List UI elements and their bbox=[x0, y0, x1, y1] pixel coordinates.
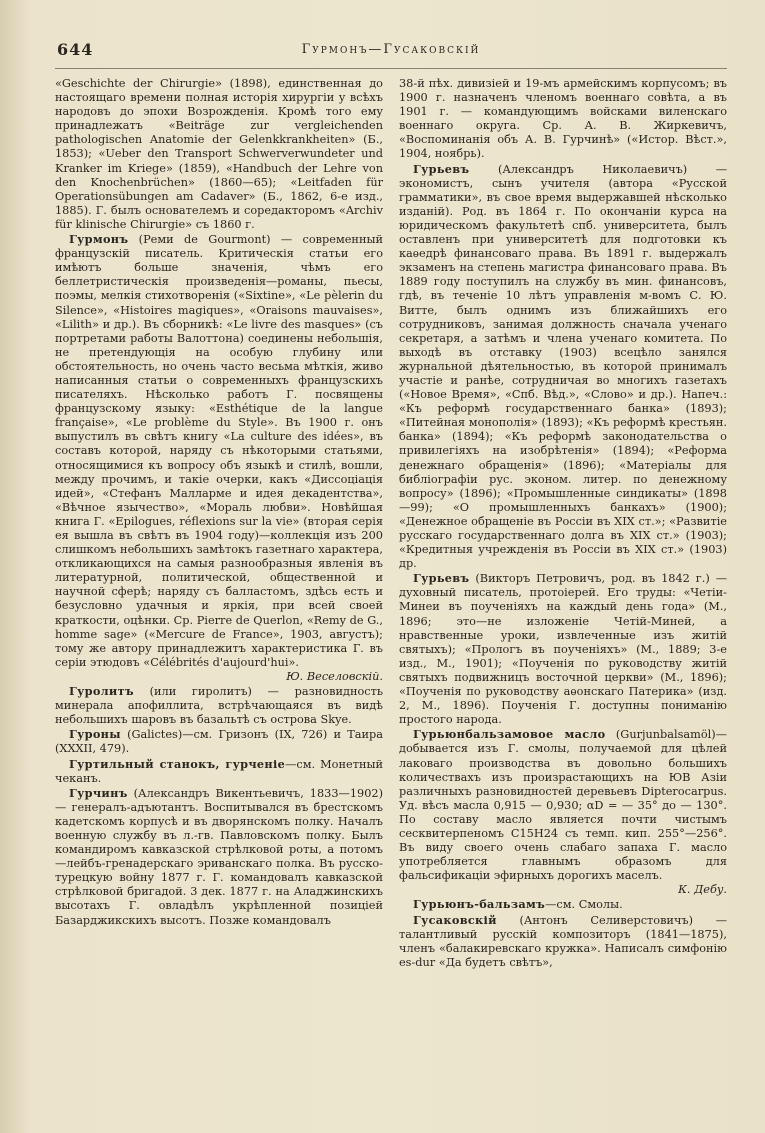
headword: Гурьевъ bbox=[413, 571, 470, 586]
headword: Гусаковскій bbox=[413, 912, 497, 927]
headword: Гуроны bbox=[69, 727, 121, 742]
headword: Гурмонъ bbox=[69, 232, 129, 247]
headword: Гурьюнъ-бальзамъ bbox=[413, 897, 546, 912]
left-column bbox=[55, 77, 383, 970]
entry-gurjun-balsam bbox=[399, 897, 727, 912]
entry-text: (Galictes)—см. Гризонъ (IX, 726) и Таира (XXXII, 479). bbox=[55, 728, 383, 756]
headword: Гурчинъ bbox=[69, 785, 128, 800]
continued-paragraph: 38-й пѣх. дивизіей и 19-мъ армейскимъ корпусомъ; въ 1900 г. назначенъ членомъ военнаго совѣта, а въ 1901 г. — командующимъ войсками виленскаго военнаго округа. Ср. А. В. Жиркевичъ, «Воспоминанія объ А. В. Гурчинѣ» («Истор. Вѣст.», 1904, ноябрь). bbox=[399, 77, 727, 161]
running-title: Гурмонъ—Гусаковскій bbox=[301, 42, 481, 57]
entry-text: (Реми de Gourmont) — современный французскій писатель. Критическія статьи его имѣютъ больше значенія, чѣмъ его беллетристическія произведенія—романы, пьесы, поэмы, мелкія стихотворенія («Sixtine», «Le pèlerin du Silence», «Histoires magiques», «Oraisons mauvaises», «Lilith» и др.). Въ сборникѣ: «Le livre des masques» (съ портретами работы Валоттона) соединены небольшія, не претендующія на особую глубину или обстоятельность, но очень часто весьма мѣткія, живо написанныя статьи о современныхъ французскихъ писателяхъ. Нѣсколько работъ Г. посвящены французскому языку: «Esthétique de la langue française», «Le problème du Style». Въ 1900 г. онъ выпустилъ въ свѣтъ книгу «La culture des idées», въ составъ которой, наряду съ нѣкоторыми статьями, относящимися къ вопросу объ языкѣ и стилѣ, вошли, между прочимъ, и такіе очерки, какъ «Диссоціація идей», «Стефанъ Малларме и идея декадентства», «Вѣчное язычество», «Мораль любви». Новѣйшая книга Г. «Epilogues, réflexions sur la vie» (вторая серія ея вышла въ свѣтъ въ 1904 году)—коллекція изъ 200 слишкомъ небольшихъ замѣтокъ газетнаго характера, откликающихся на самыя разнообразныя явленія въ литературной, политической, общественной и научной сферѣ; наряду съ балластомъ, здѣсь есть и безусловно удачныя и яркія, при всей своей краткости, оцѣнки. Ср. Pierre de Querlon, «Remy de G., homme sage» («Mercure de France», 1903, августъ); тому же автору принадлежитъ характеристика Г. въ серіи этюдовъ «Célébrités d'aujourd'hui». bbox=[55, 233, 383, 669]
entry-gyrolite bbox=[55, 684, 383, 727]
page-number: 644 bbox=[57, 40, 94, 59]
entry-text: —см. Монетный чеканъ. bbox=[55, 757, 383, 785]
entry-gurev-alexander bbox=[399, 162, 727, 572]
entry-text: (Gurjunbalsamöl)—добывается изъ Г. смолы, получаемой для цѣлей лаковаго производства въ довольно большихъ количествахъ изъ произрастающихъ на ЮВ Азіи различныхъ разновидностей деревьевъ Dipterocarpus. Уд. вѣсъ масла 0,915 — 0,930; αD = — 35° до — 130°. По составу масло является почти чистымъ сесквитерпеномъ C15H24 съ темп. кип. 255°—256°. Въ виду своего очень слабаго запаха Г. масло употребляется главнымъ образомъ для фальсификаціи эфирныхъ дорогихъ маселъ. bbox=[399, 728, 727, 883]
entry-gurev-viktor bbox=[399, 571, 727, 727]
author-signature: Ю. Веселовскій. bbox=[286, 669, 383, 683]
text-columns bbox=[55, 77, 727, 970]
entry-text: (Викторъ Петровичъ, род. въ 1842 г.) — духовный писатель, протоіерей. Его труды: «Четіи-Минеи въ поученіяхъ на каждый день года» (М., 1896; это—не изложеніе Четій-Миней, а нравственные уроки, извлеченные изъ житій святыхъ); «Прологъ въ поученіяхъ» (М., 1889; 3-е изд., М., 1901); «Поученія по руководству житій святыхъ подвижницъ восточной церкви» (М., 1896); «Поученія по руководству аѳонскаго Патерика» (изд. 2, М., 1896). Поученія Г. доступны пониманію простого народа. bbox=[399, 572, 727, 727]
headword: Гуртильный станокъ, гурченіе bbox=[69, 756, 286, 771]
page-header bbox=[55, 40, 727, 69]
entry-gusakovsky bbox=[399, 913, 727, 970]
entry-gurtilny bbox=[55, 757, 383, 786]
entry-gurony bbox=[55, 727, 383, 756]
entry-gurchin bbox=[55, 786, 383, 928]
entry-gurjun-oil bbox=[399, 727, 727, 897]
right-column bbox=[399, 77, 727, 970]
continued-paragraph: «Geschichte der Chirurgie» (1898), единственная до настоящаго времени полная исторія хирургіи у всѣхъ народовъ до эпохи Возрожденія. Кромѣ того ему принадлежатъ «Beiträge zur vergleichenden pathologischen Anatomie der Gelenkkrankheiten» (Б., 1853); «Ueber den Transport Schwerverwundeter und Kranker im Kriege» (1859), «Handbuch der Lehre von den Knochenbrüchen» (1860—65); «Leitfaden für Operationsübungen am Cadaver» (Б., 1862, 6-е изд., 1885). Г. былъ основателемъ и соредакторомъ «Archiv für klinische Chirurgie» съ 1860 г. bbox=[55, 77, 383, 231]
author-signature: К. Дебу. bbox=[678, 883, 727, 897]
entry-text: —см. Смолы. bbox=[545, 898, 623, 912]
entry-text: (Антонъ Селиверстовичъ) —талантливый русскій композиторъ (1841—1875), членъ «балакиревскаго кружка». Написалъ симфонію es-dur «Да будетъ свѣтъ», bbox=[399, 913, 727, 969]
entry-text: (Александръ Николаевичъ) — экономистъ, сынъ учителя (автора «Русской грамматики», въ свое время выдержавшей нѣсколько изданій). Род. въ 1864 г. По окончаніи курса на юридическомъ факультетѣ спб. университета, былъ оставленъ при университетѣ для подготовки къ каѳедрѣ финансоваго права. Въ 1891 г. выдержалъ экзаменъ на степень магистра финансоваго права. Въ 1889 году поступилъ на службу въ мин. финансовъ, гдѣ, въ теченіе 10 лѣтъ управленія м-вомъ С. Ю. Витте, былъ однимъ изъ ближайшихъ его сотрудниковъ, занимая должность сначала ученаго секретаря, а затѣмъ и члена ученаго комитета. По выходѣ въ отставку (1903) всецѣло занялся журнальной дѣятельностью, въ которой принималъ участіе и ранѣе, сотрудничая во многихъ газетахъ («Новое Время», «Спб. Вѣд.», «Слово» и др.). Напеч.: «Къ реформѣ государственнаго банка» (1893); «Питейная монополія» (1893); «Къ реформѣ крестьян. банка» (1894); «Къ реформѣ законодательства о привилегіяхъ на изобрѣтенія» (1894); «Реформа денежнаго обращенія» (1896); «Матеріалы для библіографіи рус. эконом. литер. по денежному вопросу» (1896); «Промышленные синдикаты» (1898—99); «О промышленныхъ банкахъ» (1900); «Денежное обращеніе въ Россіи въ XIX ст.»; «Развитіе русскаго государственнаго долга въ XIX ст.» (1903); «Кредитныя учрежденія въ Россіи въ XIX ст.» (1903) др. bbox=[399, 162, 728, 571]
entry-text: (Александръ Викентьевичъ, 1833—1902) — генералъ-адъютантъ. Воспитывался въ брестскомъ кадетскомъ корпусѣ и въ дворянскомъ полку. Началъ военную службу въ л.-гв. Павловскомъ полку. Былъ командиромъ кавказской стрѣлковой роты, а потомъ—лейбъ-гренадерскаго эриванскаго полка. Въ русско-турецкую войну 1877 г. Г. командовалъ кавказской стрѣлковой бригадой. 3 дек. 1877 г. на Аладжинскихъ высотахъ Г. овладѣлъ укрѣпленной позиціей Базарджикскихъ высотъ. Позже командовалъ bbox=[55, 786, 383, 927]
entry-text: (или гиролитъ) — разновидность минерала апофиллита, встрѣчающаяся въ видѣ небольшихъ шаровъ въ базальтѣ съ острова Skye. bbox=[55, 685, 383, 727]
headword: Гурьевъ bbox=[413, 161, 470, 176]
entry-gourmont bbox=[55, 232, 383, 684]
headword: Гурьюнбальзамовое масло bbox=[413, 727, 606, 742]
headword: Гуролитъ bbox=[69, 684, 134, 699]
